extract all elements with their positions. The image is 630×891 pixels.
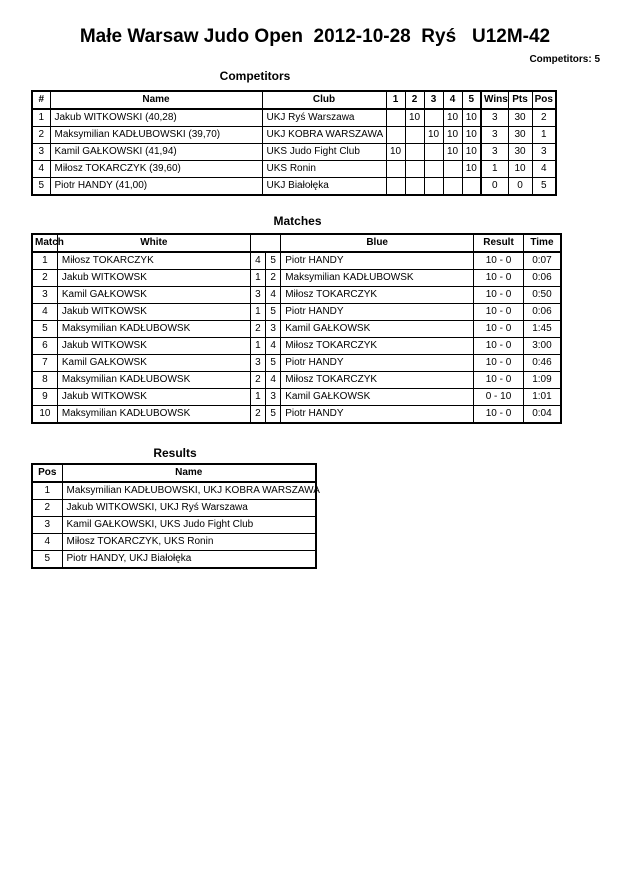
match-time: 3:00 bbox=[523, 338, 561, 355]
col-pair-header bbox=[250, 234, 280, 252]
col-white-header: White bbox=[57, 234, 250, 252]
result-pos: 2 bbox=[32, 500, 62, 517]
match-row bbox=[32, 389, 561, 406]
match-row bbox=[32, 321, 561, 338]
score-cell bbox=[405, 178, 424, 196]
competitor-num: 3 bbox=[32, 144, 50, 161]
competitor-num: 5 bbox=[32, 178, 50, 196]
col-s3-header: 3 bbox=[424, 91, 443, 109]
score-cell bbox=[424, 161, 443, 178]
competitors-table bbox=[31, 90, 557, 196]
blue-seed: 4 bbox=[266, 338, 281, 355]
competitor-pos: 2 bbox=[532, 109, 556, 127]
col-pts-header: Pts bbox=[508, 91, 532, 109]
match-time: 0:07 bbox=[523, 252, 561, 270]
white-seed: 3 bbox=[250, 287, 265, 304]
result-pos: 4 bbox=[32, 534, 62, 551]
white-player: Jakub WITKOWSK bbox=[57, 338, 250, 355]
blue-player: Kamil GAŁKOWSK bbox=[281, 321, 474, 338]
white-player: Maksymilian KADŁUBOWSK bbox=[57, 372, 250, 389]
match-result: 10 - 0 bbox=[474, 406, 524, 424]
match-num: 2 bbox=[32, 270, 57, 287]
results-header-row bbox=[32, 464, 316, 482]
score-cell bbox=[424, 144, 443, 161]
competitor-pts: 30 bbox=[508, 109, 532, 127]
match-result: 10 - 0 bbox=[474, 338, 524, 355]
match-time: 1:01 bbox=[523, 389, 561, 406]
match-time: 0:06 bbox=[523, 304, 561, 321]
competitors-section-title: Competitors bbox=[219, 69, 291, 83]
blue-player: Piotr HANDY bbox=[281, 252, 474, 270]
white-seed: 1 bbox=[250, 338, 265, 355]
match-time: 0:06 bbox=[523, 270, 561, 287]
competitor-pts: 30 bbox=[508, 144, 532, 161]
result-name: Maksymilian KADŁUBOWSKI, UKJ KOBRA WARSZAWA bbox=[62, 482, 316, 500]
match-row bbox=[32, 304, 561, 321]
match-time: 0:46 bbox=[523, 355, 561, 372]
match-time: 1:45 bbox=[523, 321, 561, 338]
score-cell bbox=[424, 178, 443, 196]
blue-player: Maksymilian KADŁUBOWSK bbox=[281, 270, 474, 287]
competitor-row bbox=[32, 109, 556, 127]
score-cell: 10 bbox=[462, 161, 481, 178]
competitor-wins: 0 bbox=[481, 178, 508, 196]
result-row bbox=[32, 517, 316, 534]
blue-player: Kamil GAŁKOWSK bbox=[281, 389, 474, 406]
blue-seed: 5 bbox=[266, 406, 281, 424]
score-cell: 10 bbox=[443, 127, 462, 144]
col-match-header: Match bbox=[32, 234, 57, 252]
col-time-header: Time bbox=[523, 234, 561, 252]
col-blue-header: Blue bbox=[281, 234, 474, 252]
competitor-pos: 4 bbox=[532, 161, 556, 178]
competitor-wins: 3 bbox=[481, 144, 508, 161]
score-cell: 10 bbox=[462, 127, 481, 144]
result-row bbox=[32, 534, 316, 551]
score-cell bbox=[443, 178, 462, 196]
score-cell: 10 bbox=[462, 144, 481, 161]
blue-seed: 4 bbox=[266, 287, 281, 304]
competitor-pts: 10 bbox=[508, 161, 532, 178]
result-pos: 1 bbox=[32, 482, 62, 500]
competitor-pos: 1 bbox=[532, 127, 556, 144]
page-title: Małe Warsaw Judo Open 2012-10-28 Ryś U12M-42 bbox=[79, 26, 551, 47]
white-player: Jakub WITKOWSK bbox=[57, 304, 250, 321]
white-player: Miłosz TOKARCZYK bbox=[57, 252, 250, 270]
blue-seed: 3 bbox=[266, 389, 281, 406]
score-cell: 10 bbox=[424, 127, 443, 144]
col-name-header: Name bbox=[62, 464, 316, 482]
match-num: 5 bbox=[32, 321, 57, 338]
blue-seed: 4 bbox=[266, 372, 281, 389]
competitor-wins: 1 bbox=[481, 161, 508, 178]
score-cell: 10 bbox=[443, 144, 462, 161]
match-result: 10 - 0 bbox=[474, 372, 524, 389]
match-num: 1 bbox=[32, 252, 57, 270]
score-cell bbox=[386, 127, 405, 144]
score-cell bbox=[405, 127, 424, 144]
col-wins-header: Wins bbox=[481, 91, 508, 109]
white-player: Jakub WITKOWSK bbox=[57, 270, 250, 287]
blue-seed: 5 bbox=[266, 252, 281, 270]
score-cell bbox=[386, 109, 405, 127]
white-seed: 4 bbox=[250, 252, 265, 270]
score-cell bbox=[462, 178, 481, 196]
match-time: 0:50 bbox=[523, 287, 561, 304]
competitor-name: Piotr HANDY (41,00) bbox=[50, 178, 262, 196]
score-cell bbox=[405, 144, 424, 161]
results-section-title: Results bbox=[153, 446, 197, 460]
competitor-wins: 3 bbox=[481, 109, 508, 127]
match-time: 1:09 bbox=[523, 372, 561, 389]
white-seed: 1 bbox=[250, 389, 265, 406]
match-num: 7 bbox=[32, 355, 57, 372]
match-num: 4 bbox=[32, 304, 57, 321]
col-club-header: Club bbox=[262, 91, 386, 109]
white-player: Kamil GAŁKOWSK bbox=[57, 355, 250, 372]
blue-seed: 5 bbox=[266, 304, 281, 321]
white-seed: 2 bbox=[250, 406, 265, 424]
white-seed: 2 bbox=[250, 372, 265, 389]
competitor-name: Kamil GAŁKOWSKI (41,94) bbox=[50, 144, 262, 161]
white-seed: 1 bbox=[250, 270, 265, 287]
match-row bbox=[32, 270, 561, 287]
blue-player: Miłosz TOKARCZYK bbox=[281, 372, 474, 389]
blue-seed: 2 bbox=[266, 270, 281, 287]
col-name-header: Name bbox=[50, 91, 262, 109]
results-table bbox=[31, 463, 320, 569]
col-s4-header: 4 bbox=[443, 91, 462, 109]
result-pos: 3 bbox=[32, 517, 62, 534]
match-num: 8 bbox=[32, 372, 57, 389]
competitor-pts: 0 bbox=[508, 178, 532, 196]
match-time: 0:04 bbox=[523, 406, 561, 424]
score-cell bbox=[424, 109, 443, 127]
match-row bbox=[32, 252, 561, 270]
white-player: Jakub WITKOWSK bbox=[57, 389, 250, 406]
score-cell: 10 bbox=[386, 144, 405, 161]
competitor-pos: 5 bbox=[532, 178, 556, 196]
matches-table bbox=[31, 233, 562, 424]
white-seed: 2 bbox=[250, 321, 265, 338]
col-num-header: # bbox=[32, 91, 50, 109]
competitors-count: Competitors: 5 bbox=[529, 54, 600, 65]
matches-header-row bbox=[32, 234, 561, 252]
col-s2-header: 2 bbox=[405, 91, 424, 109]
match-row bbox=[32, 355, 561, 372]
competitor-wins: 3 bbox=[481, 127, 508, 144]
result-name: Kamil GAŁKOWSKI, UKS Judo Fight Club bbox=[62, 517, 316, 534]
col-s1-header: 1 bbox=[386, 91, 405, 109]
match-num: 10 bbox=[32, 406, 57, 424]
competitor-pos: 3 bbox=[532, 144, 556, 161]
match-row bbox=[32, 372, 561, 389]
result-pos: 5 bbox=[32, 551, 62, 569]
competitor-row bbox=[32, 178, 556, 196]
result-name: Miłosz TOKARCZYK, UKS Ronin bbox=[62, 534, 316, 551]
white-player: Maksymilian KADŁUBOWSK bbox=[57, 321, 250, 338]
result-row bbox=[32, 482, 316, 500]
score-cell bbox=[386, 178, 405, 196]
competitor-row bbox=[32, 161, 556, 178]
competitor-name: Miłosz TOKARCZYK (39,60) bbox=[50, 161, 262, 178]
col-pos-header: Pos bbox=[532, 91, 556, 109]
competitors-header-row bbox=[32, 91, 556, 109]
competitor-pts: 30 bbox=[508, 127, 532, 144]
competitor-club: UKJ Białołęka bbox=[262, 178, 386, 196]
blue-player: Piotr HANDY bbox=[281, 304, 474, 321]
white-player: Maksymilian KADŁUBOWSK bbox=[57, 406, 250, 424]
competitor-club: UKJ KOBRA WARSZAWA bbox=[262, 127, 386, 144]
match-row bbox=[32, 406, 561, 424]
col-s5-header: 5 bbox=[462, 91, 481, 109]
match-result: 10 - 0 bbox=[474, 252, 524, 270]
white-seed: 3 bbox=[250, 355, 265, 372]
blue-player: Piotr HANDY bbox=[281, 355, 474, 372]
competitor-name: Jakub WITKOWSKI (40,28) bbox=[50, 109, 262, 127]
col-result-header: Result bbox=[474, 234, 524, 252]
competitor-num: 2 bbox=[32, 127, 50, 144]
score-cell: 10 bbox=[443, 109, 462, 127]
result-name: Jakub WITKOWSKI, UKJ Ryś Warszawa bbox=[62, 500, 316, 517]
match-result: 10 - 0 bbox=[474, 287, 524, 304]
blue-seed: 3 bbox=[266, 321, 281, 338]
competitor-club: UKS Ronin bbox=[262, 161, 386, 178]
score-cell: 10 bbox=[462, 109, 481, 127]
competitor-name: Maksymilian KADŁUBOWSKI (39,70) bbox=[50, 127, 262, 144]
match-result: 0 - 10 bbox=[474, 389, 524, 406]
competitor-num: 4 bbox=[32, 161, 50, 178]
blue-player: Miłosz TOKARCZYK bbox=[281, 338, 474, 355]
col-pos-header: Pos bbox=[32, 464, 62, 482]
match-result: 10 - 0 bbox=[474, 304, 524, 321]
match-num: 3 bbox=[32, 287, 57, 304]
result-name: Piotr HANDY, UKJ Białołęka bbox=[62, 551, 316, 569]
result-row bbox=[32, 551, 316, 569]
match-num: 9 bbox=[32, 389, 57, 406]
blue-seed: 5 bbox=[266, 355, 281, 372]
match-row bbox=[32, 287, 561, 304]
blue-player: Piotr HANDY bbox=[281, 406, 474, 424]
score-cell bbox=[405, 161, 424, 178]
match-row bbox=[32, 338, 561, 355]
blue-player: Miłosz TOKARCZYK bbox=[281, 287, 474, 304]
matches-section-title: Matches bbox=[273, 214, 322, 228]
score-cell: 10 bbox=[405, 109, 424, 127]
competitor-row bbox=[32, 144, 556, 161]
competitor-row bbox=[32, 127, 556, 144]
white-player: Kamil GAŁKOWSK bbox=[57, 287, 250, 304]
score-cell bbox=[443, 161, 462, 178]
competitor-num: 1 bbox=[32, 109, 50, 127]
match-result: 10 - 0 bbox=[474, 355, 524, 372]
score-cell bbox=[386, 161, 405, 178]
white-seed: 1 bbox=[250, 304, 265, 321]
competitor-club: UKJ Ryś Warszawa bbox=[262, 109, 386, 127]
match-num: 6 bbox=[32, 338, 57, 355]
result-row bbox=[32, 500, 316, 517]
match-result: 10 - 0 bbox=[474, 270, 524, 287]
competitor-club: UKS Judo Fight Club bbox=[262, 144, 386, 161]
match-result: 10 - 0 bbox=[474, 321, 524, 338]
